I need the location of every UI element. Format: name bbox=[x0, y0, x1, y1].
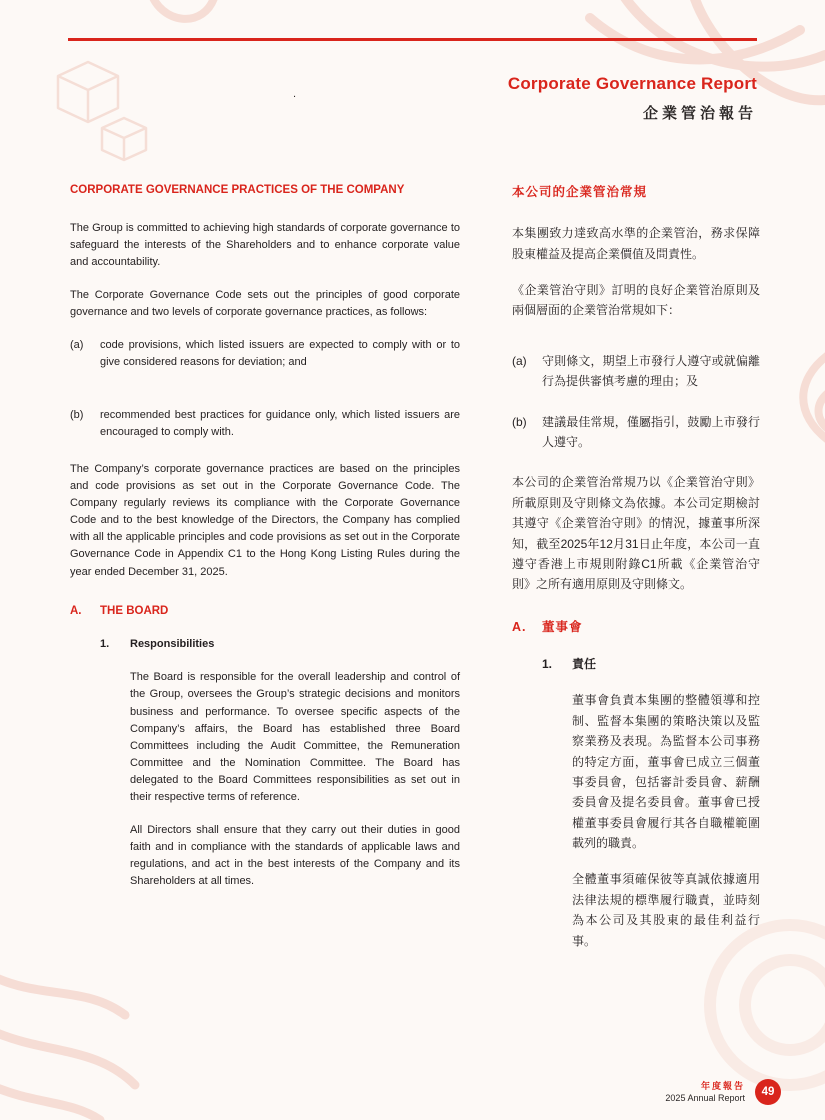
subsection-marker: 1. bbox=[100, 638, 110, 651]
paragraph-directors-duty-chinese: 全體董事須確保彼等真誠依據適用法律法規的標準履行職責，並時刻為本公司及其股東的最佳利益行事。 bbox=[572, 872, 760, 948]
list-text-b: recommended best practices for guidance only, which listed issuers are encouraged to comply with. bbox=[100, 409, 460, 439]
subsection-responsibilities-english bbox=[100, 636, 460, 890]
subsection-body-english bbox=[130, 669, 460, 890]
section-heading-chinese: 本公司的企業管治常規 bbox=[512, 185, 648, 199]
list-text-a: 守則條文，期望上市發行人遵守或就偏離行為提供審慎考慮的理由；及 bbox=[542, 353, 760, 389]
list-item-a-english bbox=[70, 337, 460, 371]
list-item-b-chinese bbox=[512, 412, 760, 453]
paragraph-commitment-english: The Group is committed to achieving high standards of corporate governance to safeguard the interests of the Shareholders and to enhance corporate value and accountability. bbox=[70, 221, 460, 268]
subsection-responsibilities-chinese bbox=[542, 654, 760, 951]
paragraph-directors-duty-english: All Directors shall ensure that they carry out their duties in good faith and in compliance with the standards of applicable laws and regulations, and act in the best interests of the Company and its Shareholders at all times. bbox=[130, 823, 460, 887]
subsection-title: Responsibilities bbox=[130, 638, 215, 651]
section-a-marker: A. bbox=[70, 604, 82, 617]
arcs-right-edge-icon bbox=[803, 355, 825, 440]
report-title-chinese: 企業管治報告 bbox=[642, 105, 757, 122]
paragraph-compliance-english: The Company’s corporate governance practices are based on the principles and code provisions as set out in the Corporate Governance Code. The Company regularly reviews its compliance with the Corporate Governance Code and to the best knowledge of the Directors, the Company has complied with all the applicable principles and code provisions as set out in the Corporate Governance Code in Appendix C1 to the Hong Kong Listing Rules during the year ended December 31, 2025. bbox=[70, 463, 460, 578]
annual-report-label-chinese: 年度報告 bbox=[700, 1080, 745, 1091]
paragraph-commitment-chinese: 本集團致力達致高水準的企業管治，務求保障股東權益及提高企業價值及問責性。 bbox=[512, 226, 760, 261]
section-a-title: THE BOARD bbox=[100, 604, 169, 617]
list-item-a-chinese bbox=[512, 351, 760, 392]
footer-report-label bbox=[665, 1080, 745, 1104]
page-header bbox=[508, 74, 757, 123]
list-marker-b: (b) bbox=[70, 409, 84, 422]
english-column bbox=[70, 182, 460, 967]
annual-report-label-english: 2025 Annual Report bbox=[665, 1093, 745, 1103]
list-marker-b: (b) bbox=[512, 414, 527, 429]
section-a-heading-english bbox=[70, 603, 460, 621]
subsection-body-chinese bbox=[572, 690, 760, 951]
list-marker-a: (a) bbox=[512, 353, 527, 368]
subsection-title: 責任 bbox=[572, 656, 597, 671]
paragraph-board-role-chinese: 董事會負責本集團的整體領導和控制、監督本集團的策略決策以及監察業務及表現。為監督本公司事務的特定方面，董事會已成立三個董事委員會，包括審計委員會、薪酬委員會及提名委員會。董事會已授權董事委員會履行其各自職權範圍載列的職責。 bbox=[572, 693, 760, 851]
paragraph-compliance-chinese: 本公司的企業管治常規乃以《企業管治守則》所載原則及守則條文為依據。本公司定期檢討其遵守《企業管治守則》的情況，據董事所深知，截至2025年12月31日止年度，本公司一直遵守香港上市規則附錄C1所載《企業管治守則》之所有適用原則及守則條文。 bbox=[512, 475, 760, 592]
paragraph-cg-code-english: The Corporate Governance Code sets out the principles of good corporate governance and two levels of corporate governance practices, as follows: bbox=[70, 288, 460, 318]
page-number-badge: 49 bbox=[755, 1079, 781, 1105]
section-a-heading-chinese bbox=[512, 617, 760, 638]
paragraph-board-role-english: The Board is responsible for the overall leadership and control of the Group, oversees the Group’s strategic decisions and monitors business and performance. To oversee specific aspects of the Company’s affairs, the Board has established three Board Committees including the Audit Committee, the Remuneration Committee and the Nomination Committee. The Board has delegated to the Board Committees responsibilities as set out in their respective terms of reference. bbox=[130, 671, 460, 803]
subsection-heading-chinese bbox=[542, 654, 760, 674]
list-text-a: code provisions, which listed issuers are expected to comply with or to give considered reasons for deviation; and bbox=[100, 339, 460, 369]
chinese-column bbox=[512, 182, 760, 967]
cubes-top-left-icon bbox=[58, 62, 146, 160]
waves-bottom-left-icon bbox=[0, 975, 135, 1120]
swirl-top-center-icon bbox=[150, 0, 215, 19]
list-text-b: 建議最佳常規，僅屬指引，鼓勵上市發行人遵守。 bbox=[542, 414, 760, 449]
list-item-b-english bbox=[70, 407, 460, 441]
paragraph-cg-code-chinese: 《企業管治守則》訂明的良好企業管治原則及兩個層面的企業管治常規如下： bbox=[512, 283, 760, 318]
section-a-title: 董事會 bbox=[542, 619, 583, 634]
content-columns bbox=[70, 182, 760, 967]
report-title-english: Corporate Governance Report bbox=[507, 74, 757, 93]
page-footer bbox=[665, 1079, 781, 1105]
subsection-marker: 1. bbox=[542, 656, 553, 671]
header-rule bbox=[68, 38, 757, 41]
section-a-marker: A. bbox=[512, 619, 527, 634]
list-marker-a: (a) bbox=[70, 339, 84, 352]
section-heading-english: CORPORATE GOVERNANCE PRACTICES OF THE COMPANY bbox=[70, 184, 405, 196]
stray-mark: . bbox=[293, 88, 297, 100]
subsection-heading-english bbox=[100, 636, 460, 653]
